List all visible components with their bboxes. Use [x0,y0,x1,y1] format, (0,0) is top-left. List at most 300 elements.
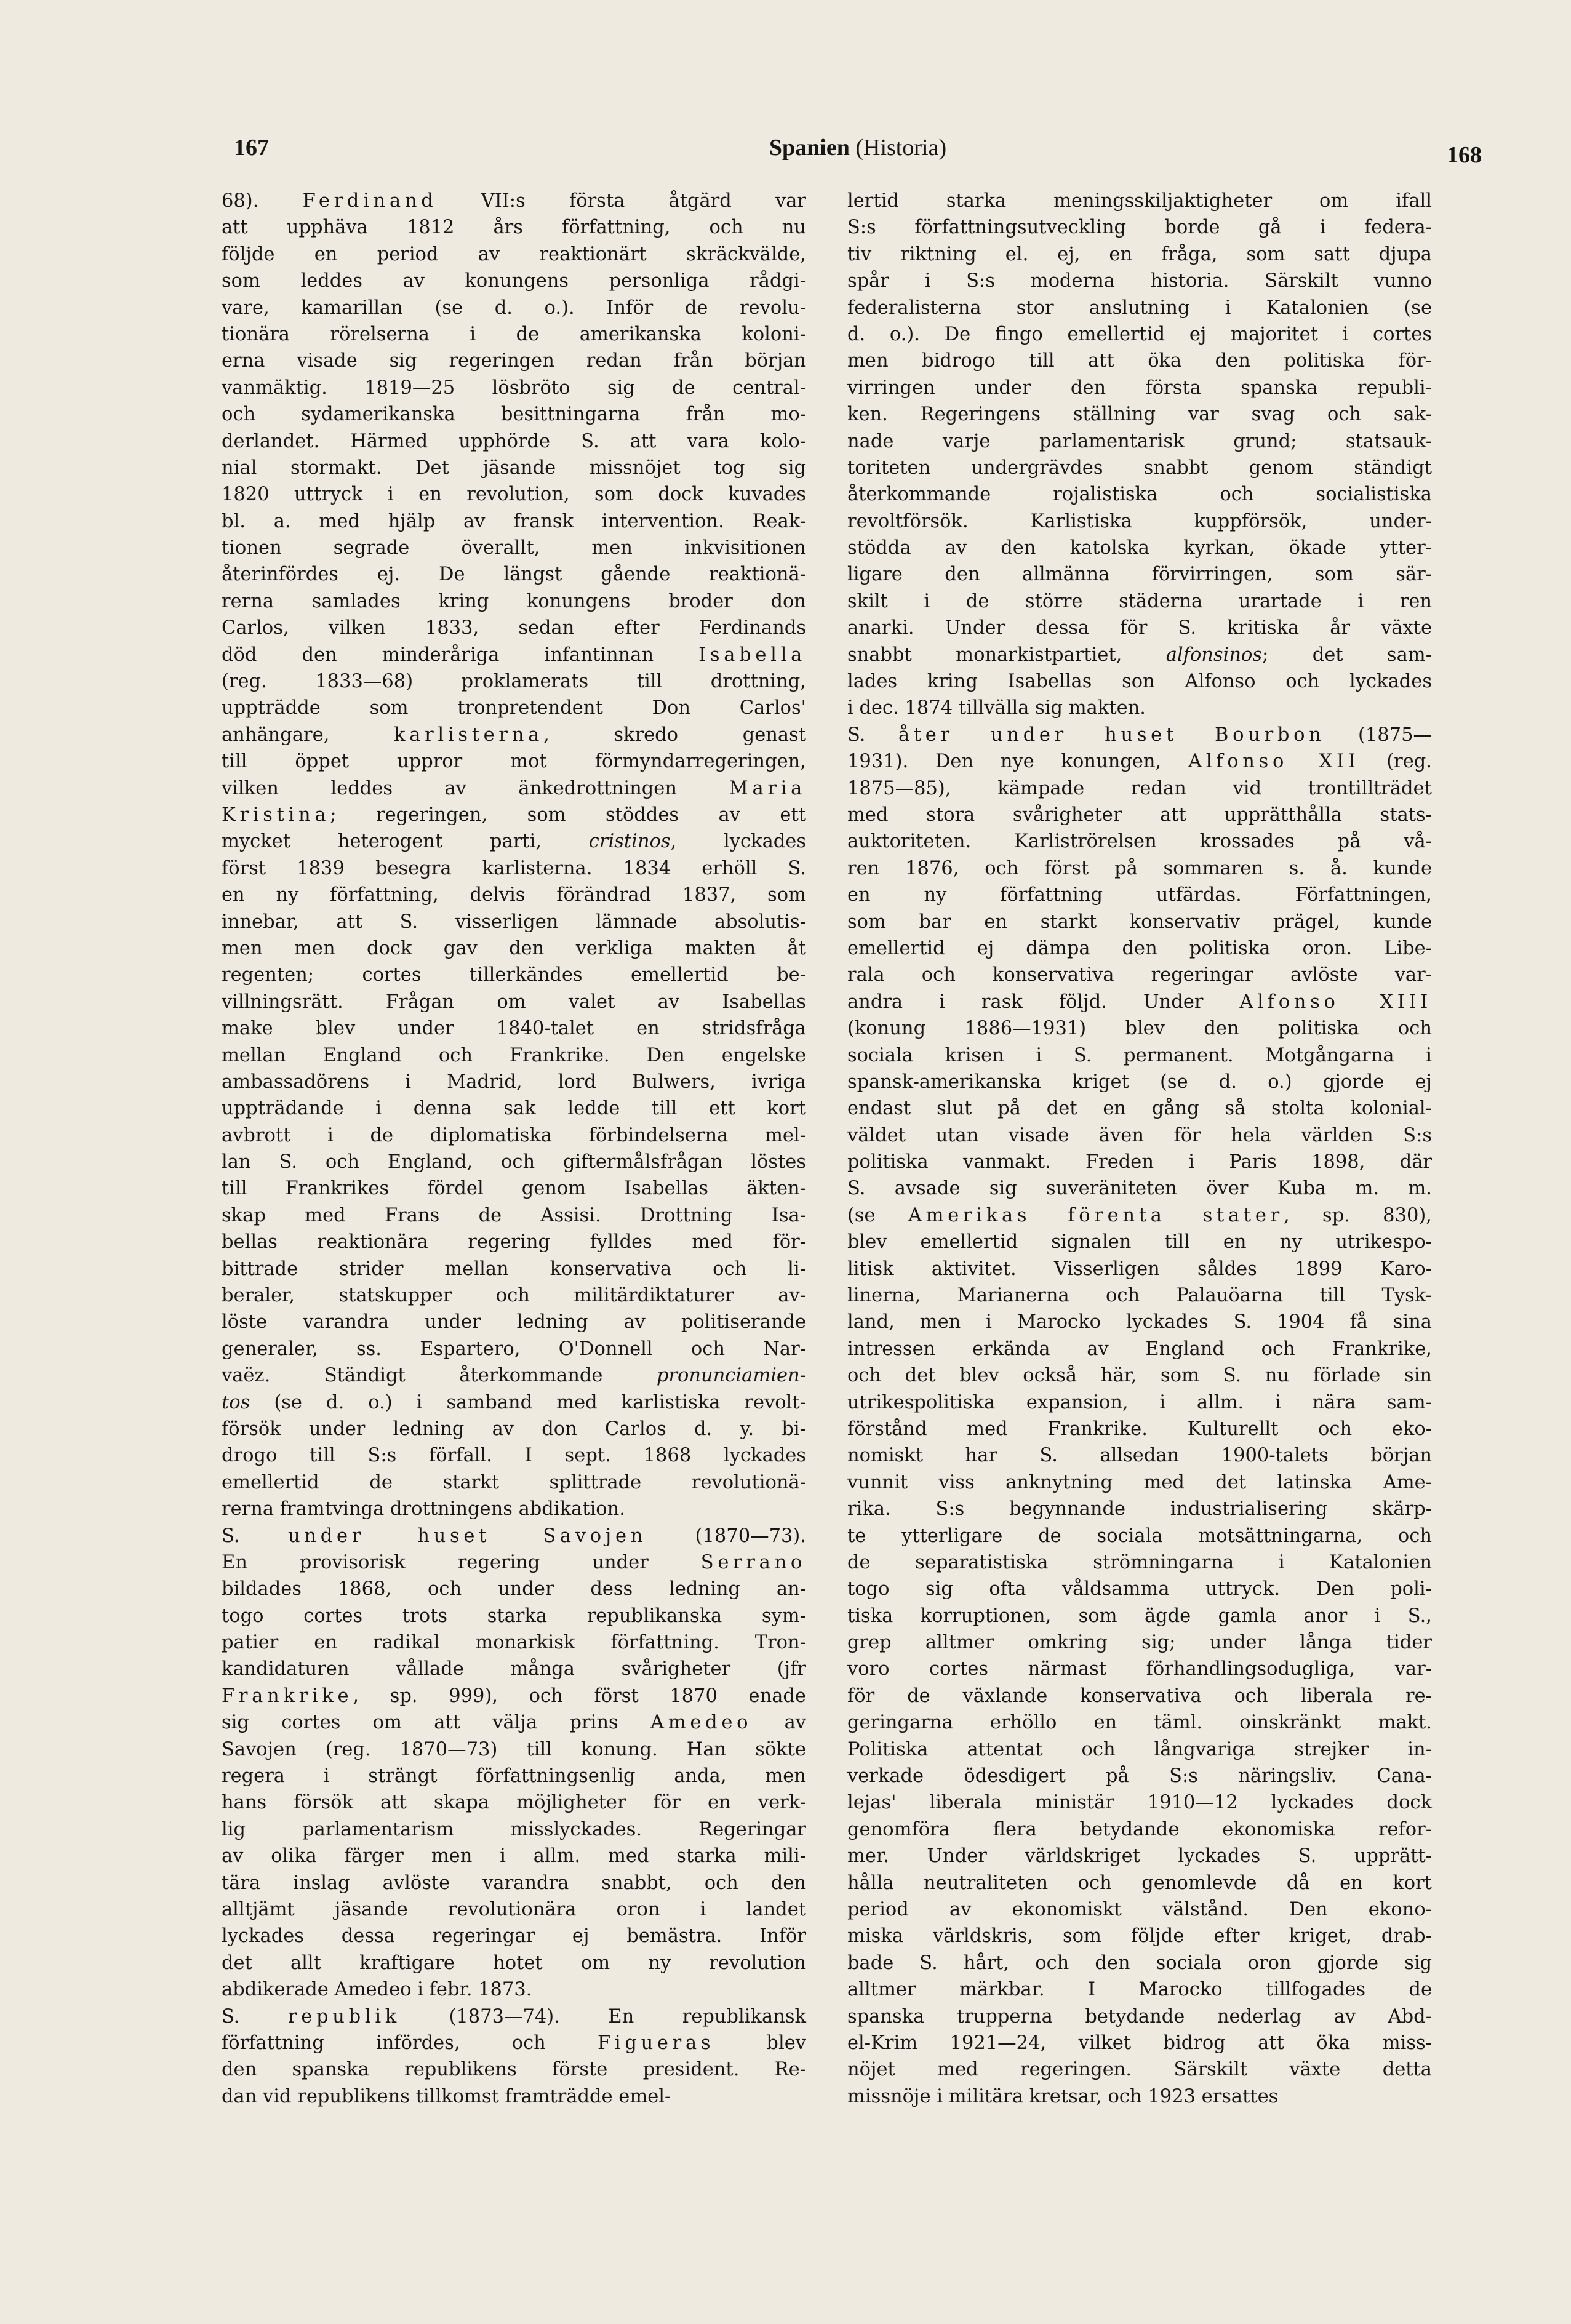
text-line [222,1789,806,1816]
text-segment: , sp. 830), [1283,1204,1432,1226]
text-line [847,401,1432,428]
text-segment: (reg. 1833—68) proklamerats till drottning, [222,671,806,693]
text-segment: rala och konservativa regeringar avlöste var- [847,964,1432,986]
text-segment: nial stormakt. Det jäsande missnöjet tog sig [222,457,806,479]
text-segment: tos [222,1391,250,1413]
text-segment: bildades 1868, och under dess ledning an- [222,1578,806,1600]
text-segment: Amerikas förenta stater [908,1204,1284,1226]
text-line [222,1309,806,1335]
text-segment: först 1839 besegra karlisterna. 1834 erhöll S. [222,857,806,879]
text-segment: lejas' liberala ministär 1910—12 lyckades dock [847,1792,1432,1814]
page-number-left: 167 [234,135,269,161]
text-segment: en ny författning, delvis förändrad 1837, som [222,884,806,906]
text-segment: författning infördes, och [222,2032,598,2054]
text-segment: make blev under 1840-talet en stridsfråga [222,1018,806,1040]
text-segment: voro cortes närmast förhandlingsodugliga, var- [847,1658,1432,1680]
text-line [847,1870,1432,1896]
text-line [847,1309,1432,1335]
text-line [847,321,1432,348]
text-line [222,1442,806,1469]
running-title-sub: (Historia) [855,135,947,161]
text-line [222,268,806,294]
text-segment: (se [847,1204,908,1226]
text-line [222,535,806,561]
text-segment: Serrano [700,1551,806,1573]
text-segment: (konung 1886—1931) blev den politiska och [847,1018,1432,1040]
text-segment: (1870—73). [647,1525,807,1547]
text-segment: lig parlamentarism misslyckades. Regeringar [222,1818,806,1840]
text-line [847,508,1432,535]
text-segment: innebar, att S. visserligen lämnade absolutis- [222,911,806,933]
text-line [222,1496,806,1522]
text-line [222,642,806,668]
text-line [222,668,806,695]
text-line [222,1923,806,1949]
text-line [847,535,1432,561]
text-line [847,882,1432,908]
text-line [222,1549,806,1576]
text-line [847,1496,1432,1522]
text-segment: beraler, statskupper och militärdiktaturer av- [222,1285,806,1307]
text-line [222,1256,806,1282]
text-segment: period av ekonomiskt välstånd. Den ekono- [847,1899,1432,1920]
text-segment: uppträdande i denna sak ledde till ett kort [222,1098,806,1120]
text-segment: de separatistiska strömningarna i Katalonien [847,1551,1432,1573]
text-line [847,1976,1432,2003]
text-line [222,321,806,348]
text-line [847,1629,1432,1656]
text-segment: sig cortes om att välja prins [222,1712,651,1734]
text-segment: följde en period av reaktionärt skräckvälde, [222,243,806,265]
text-segment: linerna, Marianerna och Palauöarna till Tysk- [847,1285,1432,1307]
text-segment: spanska trupperna betydande nederlag av Abd- [847,2005,1432,2027]
text-line [847,962,1432,988]
text-segment: tiska korruptionen, som ägde gamla anor i S., [847,1605,1432,1627]
text-segment: republik [287,2005,401,2027]
text-segment: vilken leddes av änkedrottningen [222,777,729,799]
text-segment: det allt kraftigare hotet om ny revolution [222,1952,806,1974]
text-line [847,722,1432,748]
text-line [847,1282,1432,1309]
text-segment: kandidaturen vållade många svårigheter (jfr [222,1658,806,1680]
text-segment: tiv riktning el. ej, en fråga, som satt djupa [847,243,1432,265]
text-line [222,1603,806,1629]
text-segment: och det blev också här, som S. nu förlade sin [847,1365,1432,1387]
text-line [847,375,1432,401]
text-segment: regenten; cortes tillerkändes emellertid be- [222,964,806,986]
text-segment: utrikespolitiska expansion, i allm. i nära sam- [847,1391,1432,1413]
text-line [222,909,806,935]
text-segment: skilt i de större städerna urartade i ren [847,590,1432,612]
text-line [847,1095,1432,1122]
text-segment: och sydamerikanska besittningarna från mo- [222,404,806,426]
text-line [847,1656,1432,1682]
text-segment: S. [847,724,898,746]
text-segment: revoltförsök. Karlistiska kuppförsök, under- [847,510,1432,532]
text-line [847,935,1432,962]
text-segment: ken. Regeringens ställning var svag och sak- [847,404,1432,426]
text-segment: andra i rask följd. Under [847,991,1240,1013]
text-segment: nade varje parlamentarisk grund; statsauk- [847,430,1432,452]
text-segment: vanmäktig. 1819—25 lösbröto sig de central- [222,377,806,399]
text-line [222,588,806,615]
text-segment: Alfonso XII [1188,751,1360,773]
text-segment: rika. S:s begynnande industrialisering skärp- [847,1498,1432,1520]
text-segment: som leddes av konungens personliga rådgi- [222,270,806,292]
text-segment: genomföra flera betydande ekonomiska refor- [847,1818,1432,1840]
text-segment: rerna samlades kring konungens broder don [222,590,806,612]
text-segment: blev emellertid signalen till en ny utrikespo- [847,1231,1432,1253]
text-line [847,828,1432,855]
text-line [222,1175,806,1202]
text-line [847,1442,1432,1469]
text-segment: (1873—74). En republikansk [400,2005,806,2027]
text-segment: erna visade sig regeringen redan från början [222,350,806,372]
text-segment: Isabella [698,644,806,666]
text-segment: en ny författning utfärdas. Författningen, [847,884,1432,906]
text-line [222,428,806,455]
text-segment: vunnit viss anknytning med det latinska Ame- [847,1471,1432,1493]
text-segment: 68). [222,190,303,212]
text-segment: skap med Frans de Assisi. Drottning Isa- [222,1204,806,1226]
text-segment: missnöje i militära kretsar, och 1923 ersattes [847,2085,1279,2107]
text-segment: verkade ödesdigert på S:s näringsliv. Cana- [847,1765,1432,1787]
text-line [222,188,806,214]
text-line [847,1175,1432,1202]
text-segment: men men dock gav den verkliga makten åt [222,937,806,959]
text-line [222,962,806,988]
text-line [222,401,806,428]
text-line [222,1122,806,1149]
text-line [847,1523,1432,1549]
text-line [847,1015,1432,1042]
text-line [222,1202,806,1229]
text-segment: geringarna erhöllo en täml. oinskränkt makt. [847,1712,1432,1734]
text-segment: land, men i Marocko lyckades S. 1904 få sina [847,1311,1432,1333]
text-line [847,1416,1432,1442]
text-segment: dan vid republikens tillkomst framträdde emel- [222,2085,671,2107]
text-segment: Figueras [598,2032,715,2054]
text-line [222,455,806,481]
text-segment: lades kring Isabellas son Alfonso och lyckades [847,671,1432,693]
text-segment: i dec. 1874 tillvälla sig makten. [847,697,1146,719]
text-line [222,1069,806,1095]
text-line [847,1042,1432,1069]
text-segment: endast slut på det en gång så stolta kolonial- [847,1098,1432,1120]
text-segment: den spanska republikens förste president. Re- [222,2059,806,2081]
text-line [222,1709,806,1736]
text-segment: anhängare, [222,724,394,746]
text-line [847,1896,1432,1923]
text-segment: regera i strängt författningsenlig anda, men [222,1765,806,1787]
text-segment: toriteten undergrävdes snabbt genom ständigt [847,457,1432,479]
text-line [222,561,806,588]
text-segment: politiska vanmakt. Freden i Paris 1898, där [847,1151,1432,1173]
text-line [222,1095,806,1122]
text-segment: auktoriteten. Karliströrelsen krossades på vå- [847,831,1432,853]
text-line [847,1362,1432,1389]
text-segment: spår i S:s moderna historia. Särskilt vunno [847,270,1432,292]
text-line [222,1870,806,1896]
text-line [847,1843,1432,1869]
text-line [222,1229,806,1255]
text-line [222,722,806,748]
running-title-main: Spanien [769,135,850,161]
text-line [222,1362,806,1389]
text-line [222,748,806,775]
text-line [847,695,1432,721]
text-segment: 1875—85), kämpade redan vid trontillträdet [847,777,1432,799]
text-segment: avbrott i de diplomatiska förbindelserna mel- [222,1124,806,1146]
text-segment: virringen under den första spanska republi- [847,377,1432,399]
text-line [847,1576,1432,1602]
text-segment: pronunciamien- [656,1365,806,1387]
text-line [222,241,806,268]
text-segment: död den minderåriga infantinnan [222,644,699,666]
text-line [847,1122,1432,1149]
text-line [222,1683,806,1709]
text-line [847,668,1432,695]
text-line [222,1576,806,1602]
text-line [222,1629,806,1656]
text-segment: , sp. 999), och först 1870 enade [353,1685,806,1707]
text-line [222,855,806,882]
text-line [222,2030,806,2056]
text-segment: Frankrike [222,1685,353,1707]
text-line [222,802,806,828]
text-segment: lyckades dessa regeringar ej bemästra. Inför [222,1925,806,1947]
text-line [847,2056,1432,2083]
text-line [847,1923,1432,1949]
text-segment: 1820 uttryck i en revolution, som dock kuvades [222,484,806,506]
page-number-right: 168 [1447,142,1482,168]
text-segment: ligare den allmänna förvirringen, som sär- [847,564,1432,586]
text-line [847,1069,1432,1095]
text-segment: lertid starka meningsskiljaktigheter om ifall [847,190,1432,212]
text-line [222,1416,806,1442]
text-line [847,1763,1432,1789]
text-column-right [847,188,1432,2110]
text-line [847,428,1432,455]
text-segment: Carlos, vilken 1833, sedan efter Ferdinands [222,617,806,639]
text-segment: hålla neutraliteten och genomlevde då en kort [847,1872,1432,1894]
text-segment: bade S. hårt, och den sociala oron gjorde sig [847,1952,1432,1974]
text-segment: ambassadörens i Madrid, lord Bulwers, ivriga [222,1071,806,1093]
text-line [222,2083,806,2110]
text-line [847,455,1432,481]
text-line [222,775,806,802]
text-segment: drogo till S:s förfall. I sept. 1868 lyckades [222,1445,806,1467]
text-segment: försök under ledning av don Carlos d. y. bi- [222,1418,806,1440]
text-segment: grep alltmer omkring sig; under långa tider [847,1632,1432,1654]
text-line [847,2030,1432,2056]
text-segment: S. [222,2005,288,2027]
text-line [222,1523,806,1549]
text-segment: återkommande rojalistiska och socialistiska [847,484,1432,506]
text-segment: , skredo genast [543,724,807,746]
text-line [222,375,806,401]
text-segment: mer. Under världskriget lyckades S. upprätt- [847,1845,1432,1867]
text-segment: väldet utan visade även för hela världen S:s [847,1124,1432,1146]
text-segment: till Frankrikes fördel genom Isabellas äkten- [222,1178,806,1200]
text-segment: ; det sam- [1262,644,1432,666]
text-line [847,268,1432,294]
text-segment: spansk-amerikanska kriget (se d. o.) gjorde ej [847,1071,1432,1093]
text-line [222,1336,806,1362]
text-segment: mycket heterogent parti, [222,831,589,853]
text-segment: , lyckades [670,831,806,853]
text-line [222,1149,806,1175]
text-segment: hans försök att skapa möjligheter för en verk- [222,1792,806,1814]
text-segment: bl. a. med hjälp av fransk intervention. Reak- [222,510,806,532]
text-segment: snabbt monarkistpartiet, [847,644,1166,666]
text-line [847,775,1432,802]
text-line [222,1469,806,1496]
text-line [222,508,806,535]
text-line [847,1336,1432,1362]
text-line [222,1736,806,1763]
text-segment: Ferdinand [302,190,438,212]
text-segment: Amedeo [650,1712,753,1734]
text-segment: emellertid ej dämpa den politiska oron. Libe- [847,937,1432,959]
text-line [222,1015,806,1042]
text-line [847,748,1432,775]
text-line [847,188,1432,214]
text-line [847,295,1432,321]
text-segment: Alfonso XIII [1239,991,1432,1013]
text-segment: ; regeringen, som stöddes av ett [330,804,806,826]
text-segment: alltjämt jäsande revolutionära oron i landet [222,1899,806,1920]
text-line [222,1656,806,1682]
text-line [222,2056,806,2083]
text-segment: till öppet uppror mot förmyndarregeringen, [222,751,806,773]
text-segment: abdikerade Amedeo i febr. 1873. [222,1979,532,2001]
text-segment: ren 1876, och först på sommaren s. å. kunde [847,857,1432,879]
text-segment: Kristina [222,804,330,826]
text-line [222,1042,806,1069]
text-segment: blev [714,2032,806,2054]
text-line [222,1282,806,1309]
text-segment: rerna framtvinga drottningens abdikation. [222,1498,625,1520]
text-segment: alfonsinos [1165,644,1263,666]
text-segment: som bar en starkt konservativ prägel, kunde [847,911,1432,933]
text-segment: att upphäva 1812 års författning, och nu [222,217,806,239]
text-segment: mellan England och Frankrike. Den engelske [222,1044,806,1066]
text-line [847,561,1432,588]
text-line [847,855,1432,882]
text-segment: bellas reaktionära regering fylldes med för- [222,1231,806,1253]
text-segment: litisk aktivitet. Visserligen såldes 1899 Karo- [847,1258,1432,1280]
text-line [847,241,1432,268]
text-segment: sociala krisen i S. permanent. Motgångarna i [847,1044,1432,1066]
text-segment: intressen erkända av England och Frankrike, [847,1338,1432,1360]
text-line [222,348,806,374]
text-line [222,1389,806,1416]
text-segment: Politiska attentat och långvariga strejker in- [847,1738,1432,1760]
text-segment: derlandet. Härmed upphörde S. att vara kolo- [222,430,806,452]
text-segment: tionära rörelserna i de amerikanska koloni- [222,323,806,345]
text-segment: federalisterna stor anslutning i Katalonien (se [847,297,1432,319]
text-segment: el-Krim 1921—24, vilket bidrog att öka miss- [847,2032,1432,2054]
text-line [222,1976,806,2003]
text-line [847,214,1432,241]
text-segment: förstånd med Frankrike. Kulturellt och eko- [847,1418,1432,1440]
text-line [847,1229,1432,1255]
text-segment: återinfördes ej. De längst gående reaktionä- [222,564,806,586]
text-line [847,1202,1432,1229]
text-segment: bittrade strider mellan konservativa och li- [222,1258,806,1280]
text-segment: (1875— [1325,724,1432,746]
text-line [847,802,1432,828]
text-line [847,348,1432,374]
text-segment: för de växlande konservativa och liberala re- [847,1685,1432,1707]
text-line [222,615,806,641]
text-segment: villningsrätt. Frågan om valet av Isabellas [222,991,806,1013]
text-line [222,1763,806,1789]
text-line [222,481,806,508]
text-line [847,1549,1432,1576]
text-segment: lan S. och England, och giftermålsfrågan löstes [222,1151,806,1173]
text-segment: Maria [729,777,806,799]
text-segment: (reg. [1359,751,1432,773]
text-segment: löste varandra under ledning av politiserande [222,1311,806,1333]
text-segment: te ytterligare de sociala motsättningarna, och [847,1525,1432,1547]
text-line [847,1256,1432,1282]
text-line [847,2003,1432,2030]
text-line [222,1843,806,1869]
text-line [847,588,1432,615]
text-segment: (se d. o.) i samband med karlistiska revolt- [250,1391,806,1413]
text-segment: vaëz. Ständigt återkommande [222,1365,657,1387]
text-segment: togo cortes trots starka republikanska sym- [222,1605,806,1627]
text-line [222,1950,806,1976]
text-line [847,1816,1432,1843]
text-segment: under huset Savojen [288,1525,647,1547]
text-segment: togo sig ofta våldsamma uttryck. Den poli- [847,1578,1432,1600]
text-line [847,1950,1432,1976]
text-column-left [222,188,806,2110]
text-line [847,615,1432,641]
text-segment: generaler, ss. Espartero, O'Donnell och Nar- [222,1338,806,1360]
text-line [847,2083,1432,2110]
text-segment: S. avsade sig suveräniteten över Kuba m. m. [847,1178,1432,1200]
text-segment: tära inslag avlöste varandra snabbt, och den [222,1872,806,1894]
text-segment: tionen segrade överallt, men inkvisitionen [222,537,806,559]
text-line [222,1816,806,1843]
text-line [222,2003,806,2030]
text-segment: alltmer märkbar. I Marocko tillfogades de [847,1979,1432,2001]
text-segment: d. o.). De fingo emellertid ej majoritet i cortes [847,323,1432,345]
text-segment: nomiskt har S. allsedan 1900-talets början [847,1445,1432,1467]
text-line [222,935,806,962]
text-line [847,1683,1432,1709]
text-segment: S:s författningsutveckling borde gå i federa- [847,217,1432,239]
text-line [847,642,1432,668]
text-segment: av olika färger men i allm. med starka mili- [222,1845,806,1867]
text-segment: miska världskris, som följde efter kriget, drab- [847,1925,1432,1947]
text-segment: åter under huset Bourbon [898,724,1325,746]
text-line [847,481,1432,508]
text-segment: cristinos [588,831,671,853]
text-segment: 1931). Den nye konungen, [847,751,1189,773]
text-segment: En provisorisk regering under [222,1551,701,1573]
text-segment: men bidrogo till att öka den politiska för- [847,350,1432,372]
text-line [847,909,1432,935]
text-line [847,1603,1432,1629]
text-line [847,1149,1432,1175]
text-line [847,1469,1432,1496]
text-segment: VII:s första åtgärd var [437,190,806,212]
